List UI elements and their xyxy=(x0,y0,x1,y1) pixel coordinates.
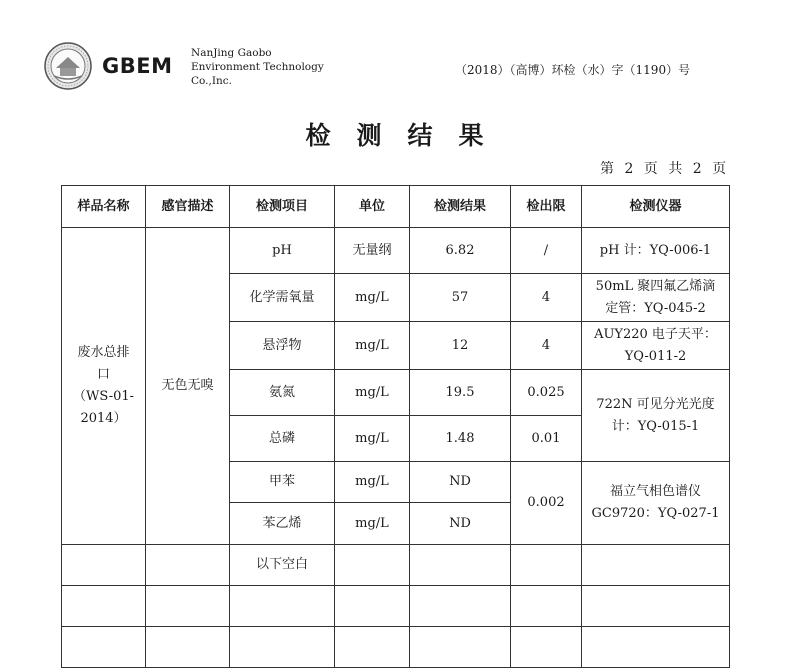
blank-cell xyxy=(146,627,230,668)
company-line: Environment Technology xyxy=(191,61,324,73)
instrument-cell xyxy=(582,274,730,322)
sample-name-line: （WS-01- xyxy=(72,389,135,404)
item-cell: 氨氮 xyxy=(230,370,335,416)
blank-note-cell: 以下空白 xyxy=(230,545,335,586)
blank-cell xyxy=(146,545,230,586)
result-cell: 57 xyxy=(410,274,511,322)
limit-cell: / xyxy=(511,228,582,274)
header-item: 检测项目 xyxy=(230,186,335,228)
instrument-cell xyxy=(582,370,730,462)
item-cell: 苯乙烯 xyxy=(230,503,335,545)
blank-cell xyxy=(335,586,410,627)
unit-cell: mg/L xyxy=(335,416,410,462)
table-row xyxy=(62,586,730,627)
result-cell: ND xyxy=(410,503,511,545)
company-line: NanJing Gaobo xyxy=(191,47,272,59)
instrument-line: 50mL 聚四氟乙烯滴 xyxy=(595,278,716,294)
result-cell: 6.82 xyxy=(410,228,511,274)
instrument-line: YQ-011-2 xyxy=(624,348,687,364)
item-cell: 甲苯 xyxy=(230,462,335,503)
blank-cell xyxy=(582,627,730,668)
unit-cell: mg/L xyxy=(335,370,410,416)
unit-cell: 无量纲 xyxy=(335,228,410,274)
instrument-line: 722N 可见分光光度 xyxy=(596,396,715,412)
blank-cell xyxy=(410,586,511,627)
report-header xyxy=(0,0,789,110)
table-header-row xyxy=(62,186,730,228)
blank-cell xyxy=(62,545,146,586)
instrument-cell xyxy=(582,462,730,545)
company-name xyxy=(191,46,324,88)
table-row xyxy=(62,545,730,586)
limit-cell: 0.01 xyxy=(511,416,582,462)
result-cell: ND xyxy=(410,462,511,503)
instrument-cell: pH 计：YQ-006-1 xyxy=(582,228,730,274)
blank-cell xyxy=(511,545,582,586)
instrument-line: 福立气相色谱仪 xyxy=(609,484,701,499)
blank-cell xyxy=(582,586,730,627)
sensory-cell: 无色无嗅 xyxy=(146,228,230,545)
instrument-cell xyxy=(582,322,730,370)
limit-cell: 4 xyxy=(511,322,582,370)
sample-name-cell xyxy=(62,228,146,545)
table-row xyxy=(62,228,730,274)
header-result: 检测结果 xyxy=(410,186,511,228)
header-instrument: 检测仪器 xyxy=(582,186,730,228)
header-limit: 检出限 xyxy=(511,186,582,228)
header-sample-name: 样品名称 xyxy=(62,186,146,228)
blank-cell xyxy=(230,627,335,668)
brand-logo-text: GBEM xyxy=(102,54,173,78)
result-cell: 19.5 xyxy=(410,370,511,416)
item-cell: 总磷 xyxy=(230,416,335,462)
instrument-line: 定管：YQ-045-2 xyxy=(605,300,706,316)
results-table xyxy=(61,185,730,668)
blank-cell xyxy=(62,627,146,668)
unit-cell: mg/L xyxy=(335,322,410,370)
blank-cell xyxy=(335,627,410,668)
page-indicator: 第 2 页 共 2 页 xyxy=(600,161,730,177)
result-cell: 1.48 xyxy=(410,416,511,462)
sample-name-line: 口 xyxy=(96,367,110,382)
unit-cell: mg/L xyxy=(335,503,410,545)
limit-cell: 0.002 xyxy=(511,462,582,545)
sample-name-line: 废水总排 xyxy=(77,345,130,360)
page-title: 检测结果 xyxy=(305,121,510,150)
unit-cell: mg/L xyxy=(335,462,410,503)
item-cell: 悬浮物 xyxy=(230,322,335,370)
limit-cell: 0.025 xyxy=(511,370,582,416)
result-cell: 12 xyxy=(410,322,511,370)
blank-cell xyxy=(511,627,582,668)
item-cell: pH xyxy=(230,228,335,274)
blank-cell xyxy=(335,545,410,586)
instrument-line: 计：YQ-015-1 xyxy=(611,418,700,434)
blank-cell xyxy=(146,586,230,627)
company-line: Co.,Inc. xyxy=(191,75,232,87)
blank-cell xyxy=(582,545,730,586)
blank-cell xyxy=(410,545,511,586)
header-sensory: 感官描述 xyxy=(146,186,230,228)
blank-cell xyxy=(230,586,335,627)
unit-cell: mg/L xyxy=(335,274,410,322)
report-number: （2018）（高博）环检（水）字（1190）号 xyxy=(455,63,691,77)
instrument-line: GC9720：YQ-027-1 xyxy=(591,506,720,521)
limit-cell: 4 xyxy=(511,274,582,322)
company-seal-icon xyxy=(44,42,92,90)
instrument-line: AUY220 电子天平： xyxy=(594,326,717,342)
sample-name-line: 2014） xyxy=(80,411,127,426)
table-row xyxy=(62,627,730,668)
blank-cell xyxy=(62,586,146,627)
item-cell: 化学需氧量 xyxy=(230,274,335,322)
blank-cell xyxy=(511,586,582,627)
header-unit: 单位 xyxy=(335,186,410,228)
blank-cell xyxy=(410,627,511,668)
